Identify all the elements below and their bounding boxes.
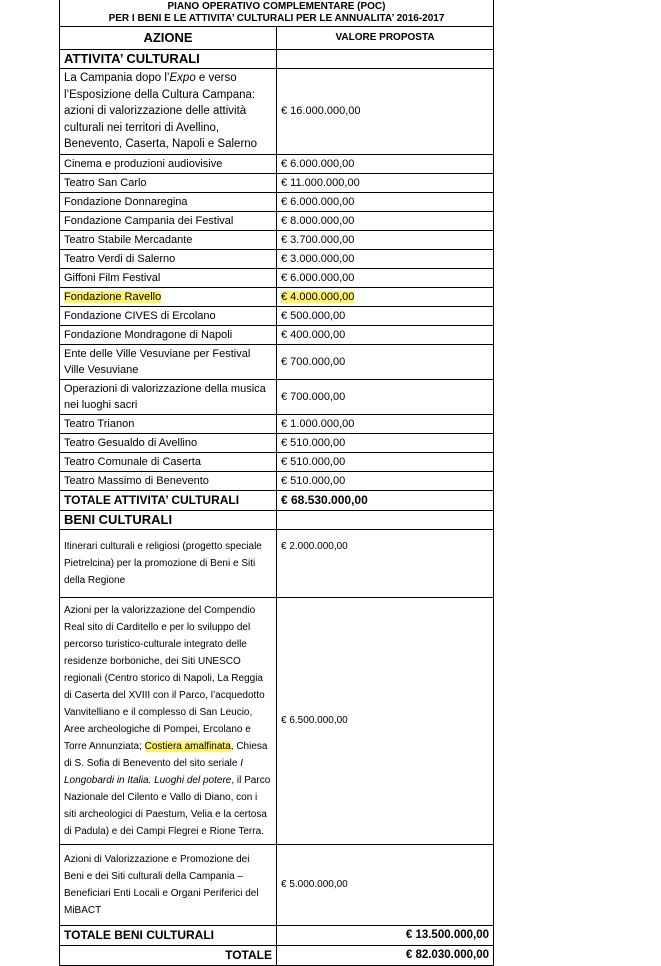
highlighted-text: € 4.000.000,00 [281,290,355,303]
row-label: Teatro Verdi di Salerno [60,249,277,268]
row-value: € 5.000.000,00 [277,844,494,925]
table-row [60,154,494,173]
total-value: € 68.530.000,00 [277,490,494,510]
row-value: € 400.000,00 [277,325,494,344]
section-title: BENI CULTURALI [60,510,277,529]
table-row-expo [60,69,494,155]
table-row [60,249,494,268]
row-value: € 500.000,00 [277,306,494,325]
table-row-carditello [60,597,494,844]
title-line-1: PIANO OPERATIVO COMPLEMENTARE (POC) [167,1,386,12]
row-value: € 6.000.000,00 [277,154,494,173]
table-row [60,325,494,344]
row-value: € 510.000,00 [277,452,494,471]
row-label: Fondazione Donnaregina [60,192,277,211]
row-value: € 11.000.000,00 [277,173,494,192]
grand-total-value: € 82.030.000,00 [277,945,494,965]
row-label: Teatro Massimo di Benevento [60,471,277,490]
row-value: € 3.000.000,00 [277,249,494,268]
table-row [60,433,494,452]
total-label: TOTALE ATTIVITA’ CULTURALI [60,490,277,510]
row-label: Ente delle Ville Vesuviane per Festival Ville Vesuviane [60,344,277,379]
column-header-valore: VALORE PROPOSTA [277,27,494,50]
section-value-empty [277,50,494,69]
row-value: € 16.000.000,00 [277,69,494,155]
row-label: Fondazione Campania dei Festival [60,211,277,230]
total-value: € 13.500.000,00 [277,925,494,945]
title-line-2: PER I BENI E LE ATTIVITA’ CULTURALI PER LE ANNUALITA’ 2016-2017 [108,13,445,24]
row-label: Fondazione CIVES di Ercolano [60,306,277,325]
budget-table [59,0,494,966]
row-label: Operazioni di valorizzazione della musica nei luoghi sacri [60,379,277,414]
total-row-attivita [60,490,494,510]
row-value: € 700.000,00 [277,379,494,414]
highlighted-text: Fondazione Ravello [64,290,162,303]
section-value-empty [277,510,494,529]
section-attivita-culturali [60,50,494,69]
table-row [60,173,494,192]
row-label [60,287,277,306]
row-label: Teatro Gesualdo di Avellino [60,433,277,452]
table-row [60,287,494,306]
table-row [60,379,494,414]
row-label: Teatro Stabile Mercadante [60,230,277,249]
table-row-valorizzazione [60,844,494,925]
highlighted-text: Costiera amalfinata [144,740,231,752]
table-row [60,306,494,325]
column-header-azione: AZIONE [60,27,277,50]
document-header [60,0,494,27]
row-value: € 510.000,00 [277,471,494,490]
row-value: € 6.000.000,00 [277,192,494,211]
row-value: € 6.000.000,00 [277,268,494,287]
text-part: , il Parco Nazionale del Cilento e Vallo di Diano, con i siti archeologici di Paestum, Velia e la certosa di Padula) e dei Campi Flegrei e Rione Terra. [64,774,271,837]
row-label [60,597,277,844]
grand-total-row [60,945,494,965]
table-row [60,471,494,490]
row-value [277,287,494,306]
table-row [60,211,494,230]
table-row [60,230,494,249]
text-part: , Chiesa di S. Sofia di Benevento del sito seriale [64,740,268,769]
text-part: La Campania dopo l’ [64,72,170,84]
table-row [60,452,494,471]
row-label [60,69,277,155]
row-value: € 1.000.000,00 [277,414,494,433]
table-row [60,414,494,433]
row-label: Teatro Comunale di Caserta [60,452,277,471]
row-label: Giffoni Film Festival [60,268,277,287]
text-part: e verso l’Esposizione della Cultura Campana: azioni di valorizzazione delle attività culturali nei territori di Avellino, Benevento, Caserta, Napoli e Salerno [64,72,258,150]
section-beni-culturali [60,510,494,529]
row-label: Fondazione Mondragone di Napoli [60,325,277,344]
row-value: € 700.000,00 [277,344,494,379]
total-label: TOTALE BENI CULTURALI [60,925,277,945]
row-label: Itinerari culturali e religiosi (progetto speciale Pietrelcina) per la promozione di Beni e Siti della Regione [60,529,277,597]
table-row-itinerari [60,529,494,597]
section-title: ATTIVITA’ CULTURALI [60,50,277,69]
row-value: € 2.000.000,00 [277,529,494,597]
row-value: € 8.000.000,00 [277,211,494,230]
row-value: € 510.000,00 [277,433,494,452]
table-row [60,268,494,287]
column-headers [60,27,494,50]
row-label: Azioni di Valorizzazione e Promozione dei Beni e dei Siti culturali della Campania – Beneficiari Enti Locali e Organi Periferici del MiBACT [60,844,277,925]
text-part: Azioni per la valorizzazione del Compendio Real sito di Carditello e per lo sviluppo del percorso turistico-culturale integrato delle residenze borboniche, dei Siti UNESCO regionali (Centro storico di Napoli, La Reggia di Caserta del XVIII con il Parco, l’acquedotto Vanvitelliano e il complesso di San Leucio, Aree archeologiche di Pompei, Ercolano e Torre Annunziata; [64,604,265,752]
grand-total-label: TOTALE [60,945,277,965]
row-value: € 3.700.000,00 [277,230,494,249]
row-label: Teatro San Carlo [60,173,277,192]
row-label: Cinema e produzioni audiovisive [60,154,277,173]
table-row [60,344,494,379]
document-title [60,0,494,27]
row-value: € 6.500.000,00 [277,597,494,844]
total-row-beni [60,925,494,945]
row-label: Teatro Trianon [60,414,277,433]
table-row [60,192,494,211]
text-italic: Expo [169,72,196,84]
text-italic: I Longobardi in Italia. Luoghi del potere [64,757,243,786]
poc-document [59,0,494,966]
